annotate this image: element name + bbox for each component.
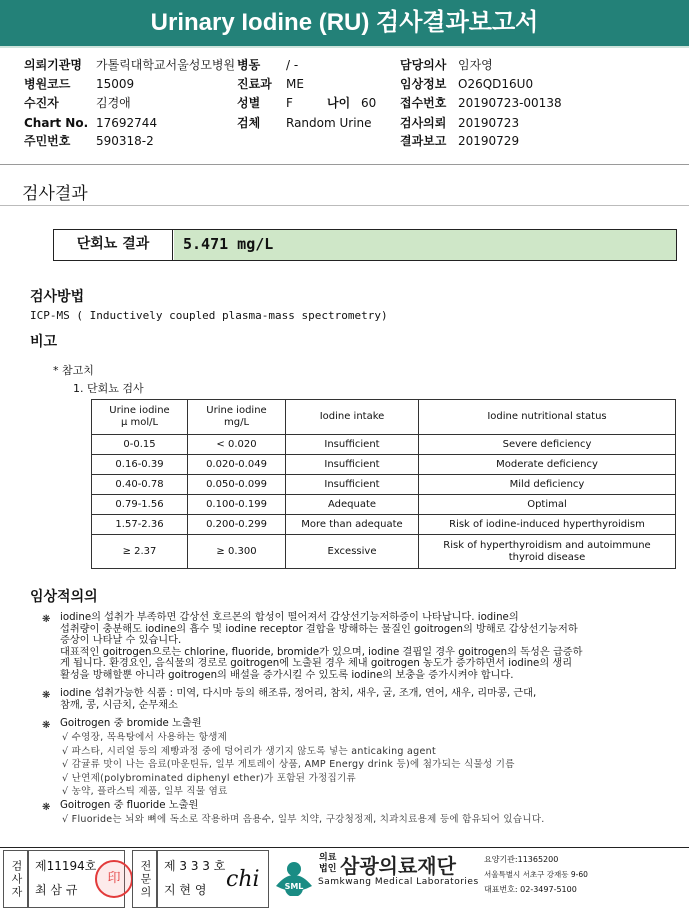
hospital-code-label: 병원코드 (24, 77, 71, 91)
table-cell: 0.100-0.199 (188, 495, 286, 515)
header-umol (92, 400, 188, 435)
list-item: √ 농약, 플라스틱 제품, 일부 직물 염료 (62, 786, 228, 797)
specialist-license: 제 3 3 3 호 (164, 859, 226, 873)
report-title: Urinary Iodine (RU) 검사결과보고서 (0, 0, 689, 48)
age-label: 나이 (327, 96, 351, 110)
table-cell: 0.200-0.299 (188, 515, 286, 535)
header-status (419, 400, 676, 435)
table-cell: 0.79-1.56 (92, 495, 188, 515)
report-date-label: 결과보고 (400, 134, 447, 148)
reference-subtitle: 1. 단회뇨 검사 (73, 382, 144, 395)
clinical-line: iodine의 섭취가 부족하면 갑상선 호르몬의 합성이 떨어져서 갑상선기능저하증이 나타납니다. iodine의 (60, 612, 519, 623)
clinical-line: 대표적인 goitrogen으로는 chlorine, fluoride, bromide가 있으며, iodine 결핍일 경우 goitrogen의 독성은 급증하 (60, 646, 583, 658)
dept-label: 진료과 (237, 77, 272, 91)
result-box (53, 229, 677, 261)
clinical-heading: 임상적의의 (30, 589, 98, 605)
fluoride-title: Goitrogen 중 fluoride 노출원 (60, 800, 199, 811)
sex-value: F (286, 96, 293, 110)
ward-label: 병동 (237, 58, 261, 72)
bromide-title: Goitrogen 중 bromide 노출원 (60, 718, 202, 729)
reference-title: * 참고치 (53, 364, 94, 377)
dept-value: ME (286, 77, 304, 91)
report-date-value: 20190729 (458, 134, 520, 148)
list-item: √ 수영장, 목욕탕에서 사용하는 항생제 (62, 732, 228, 743)
clinical-info-label: 임상정보 (400, 77, 447, 91)
list-item: √ 난연제(polybrominated diphenyl ether)가 포함된 가정집기류 (62, 772, 356, 784)
header-intake (286, 400, 419, 435)
specialist-label: 전문의 (139, 859, 152, 899)
reference-table (91, 399, 676, 569)
table-cell: 0.020-0.049 (188, 455, 286, 475)
specimen-label: 검체 (237, 116, 261, 130)
result-label: 단회뇨 결과 (54, 230, 173, 260)
table-header-row (92, 400, 676, 435)
table-cell: Risk of hyperthyroidism and autoimmune thyroid disease (419, 535, 676, 569)
request-date-value: 20190723 (458, 116, 520, 130)
patient-label: 수진자 (24, 96, 59, 110)
org-reg: 요양기관:11365200 (484, 855, 559, 864)
header-intake-text: Iodine intake (319, 411, 385, 422)
table-cell: Moderate deficiency (419, 455, 676, 475)
sml-logo-text: SML (284, 882, 304, 891)
header-status-text: Iodine nutritional status (487, 411, 607, 422)
chart-no-value: 17692744 (96, 116, 158, 130)
inspector-name: 최 삼 규 (35, 883, 78, 897)
clinical-line: 증상이 나타날 수 있습니다. (60, 635, 182, 647)
footer (0, 847, 689, 912)
table-cell: < 0.020 (188, 435, 286, 455)
fluoride-list (62, 813, 682, 827)
specialist-label-box (132, 850, 157, 908)
client-label: 의뢰기관명 (24, 58, 82, 72)
inspector-label: 검사자 (10, 859, 23, 899)
table-row (92, 475, 676, 495)
request-date-label: 검사의뢰 (400, 116, 447, 130)
list-item: √ 파스타, 시리얼 등의 제빵과정 중에 덩어리가 생기지 않도록 넣는 anticaking agent (62, 745, 436, 757)
clinical-paragraph-1 (60, 612, 682, 682)
age-value: 60 (361, 96, 377, 110)
table-row (92, 435, 676, 455)
header-umol-text: Urine iodine μ mol/L (109, 405, 170, 428)
table-cell: Adequate (286, 495, 419, 515)
remarks-heading: 비고 (30, 334, 58, 350)
header-mgl-text: Urine iodine mg/L (206, 405, 267, 428)
list-item: √ Fluoride는 뇌와 뼈에 독소로 작용하며 음용수, 일부 치약, 구강청정제, 치과치료용제 등에 함유되어 있습니다. (62, 814, 545, 825)
bullet-icon: ❋ (42, 690, 51, 701)
inspector-label-box (3, 850, 28, 908)
sml-logo-icon (272, 852, 316, 896)
clinical-line: 게 됩니다. 환경요인, 음식물의 경로로 goitrogen에 노출된 경우 체내 goitrogen 농도가 증가하면서 iodine의 생리 (60, 658, 573, 670)
table-cell: Insufficient (286, 455, 419, 475)
table-cell: Optimal (419, 495, 676, 515)
specimen-value: Random Urine (286, 116, 372, 130)
table-cell: ≥ 0.300 (188, 535, 286, 569)
patient-value: 김경애 (96, 96, 131, 110)
table-row (92, 535, 676, 569)
table-cell: More than adequate (286, 515, 419, 535)
doctor-value: 임자영 (458, 58, 493, 72)
method-heading: 검사방법 (30, 289, 85, 305)
receipt-no-value: 20190723-00138 (458, 96, 562, 110)
org-name: 삼광의료재단 (340, 854, 456, 878)
receipt-no-label: 접수번호 (400, 96, 447, 110)
clinical-line: iodine 섭취가능한 식품 : 미역, 다시마 등의 해조류, 정어리, 참치, 새우, 굴, 조개, 연어, 새우, 리마콩, 근대, (60, 688, 537, 699)
header-divider (0, 164, 689, 165)
table-cell: 0-0.15 (92, 435, 188, 455)
table-cell: Excessive (286, 535, 419, 569)
sex-label: 성별 (237, 96, 261, 110)
table-cell: Insufficient (286, 475, 419, 495)
table-row (92, 515, 676, 535)
bullet-icon: ❋ (42, 614, 51, 625)
bullet-icon: ❋ (42, 802, 51, 813)
header-mgl (188, 400, 286, 435)
doctor-label: 담당의사 (400, 58, 447, 72)
specialist-name: 지 현 영 (164, 883, 207, 897)
resident-no-label: 주민번호 (24, 134, 71, 148)
hospital-code-value: 15009 (96, 77, 135, 91)
clinical-line: 섭취량이 충분해도 iodine의 흡수 및 iodine receptor 결합을 방해하는 물질인 goitrogen의 방해로 갑상선기능저하 (60, 623, 578, 635)
table-cell: Insufficient (286, 435, 419, 455)
signature: chi (226, 867, 260, 892)
bullet-icon: ❋ (42, 720, 51, 731)
org-phone: 대표번호: 02-3497-5100 (484, 885, 577, 894)
table-row (92, 495, 676, 515)
table-cell: 0.40-0.78 (92, 475, 188, 495)
clinical-paragraph-2 (60, 688, 682, 711)
table-cell: Severe deficiency (419, 435, 676, 455)
results-heading: 검사결과 (22, 184, 88, 204)
inspector-license: 제11194호 (35, 859, 97, 873)
results-divider (0, 205, 689, 206)
table-cell: Risk of iodine-induced hyperthyroidism (419, 515, 676, 535)
clinical-line: 참깨, 콩, 시금치, 순무채소 (60, 699, 178, 711)
method-text: ICP-MS ( Inductively coupled plasma-mass spectrometry) (30, 309, 388, 322)
org-name-en: Samkwang Medical Laboratories (318, 877, 479, 887)
result-value: 5.471 mg/L (174, 230, 676, 260)
bromide-list (62, 731, 677, 799)
table-cell: Mild deficiency (419, 475, 676, 495)
clinical-line: 활성을 방해할뿐 아니라 goitrogen의 배설을 증가시킬 수 있도록 iodine의 보충을 증가시켜야 합니다. (60, 669, 514, 681)
ward-value: / - (286, 58, 299, 72)
table-cell: 0.050-0.099 (188, 475, 286, 495)
header-info (0, 46, 689, 166)
table-cell: 0.16-0.39 (92, 455, 188, 475)
specialist-box (157, 850, 269, 908)
resident-no-value: 590318-2 (96, 134, 154, 148)
list-item: √ 감귤류 맛이 나는 음료(마운틴듀, 일부 게토레이 상품, AMP Energy drink 등)에 첨가되는 식물성 기름 (62, 759, 515, 770)
clinical-info-value: O26QD16U0 (458, 77, 534, 91)
seal-stamp-icon: 印 (95, 860, 133, 898)
org-type: 의료법인 (319, 853, 337, 874)
client-value: 가톨릭대학교서울성모병원 (96, 58, 236, 72)
table-cell: 1.57-2.36 (92, 515, 188, 535)
org-address: 서울특별시 서초구 강재동 9-60 (484, 870, 588, 879)
table-cell: ≥ 2.37 (92, 535, 188, 569)
chart-no-label: Chart No. (24, 116, 89, 130)
table-row (92, 455, 676, 475)
